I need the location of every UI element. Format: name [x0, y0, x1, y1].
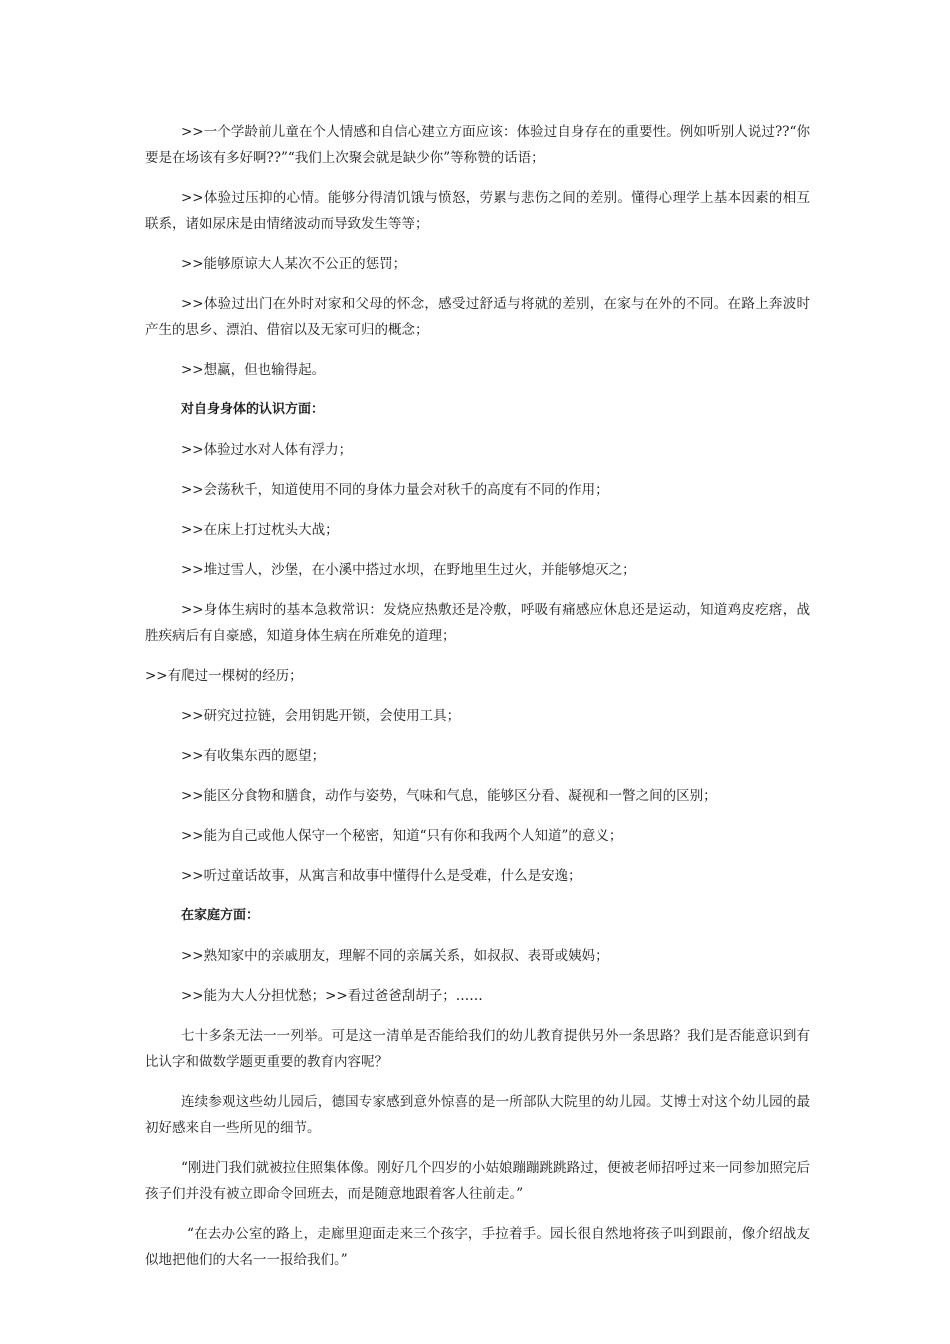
paragraph-group-photo-quote: “刚进门我们就被拉住照集体像。刚好几个四岁的小姑娘蹦蹦跳跳路过，便被老师招呼过来一同参加照完后孩子们并没有被立即命令回班去，而是随意地跟着客人往前走。”	[145, 1160, 810, 1202]
paragraph-emotions: >>体验过压抑的心情。能够分得清饥饿与愤怒，劳累与悲伤之间的差别。懂得心理学上基本因素的相互联系，诸如尿床是由情绪波动而导致发生等等；	[145, 190, 810, 232]
paragraph-german-experts: 连续参观这些幼儿园后，德国专家感到意外惊喜的是一所部队大院里的幼儿园。艾博士对这个幼儿园的最初好感来自一些所见的细节。	[145, 1094, 810, 1136]
paragraph-share-worries: >>能为大人分担忧愁；>>看过爸爸刮胡子；……	[181, 988, 483, 1004]
paragraph-relatives: >>熟知家中的亲戚朋友，理解不同的亲属关系，如叔叔、表哥或姨妈；	[181, 948, 609, 964]
paragraph-zipper: >>研究过拉链，会用钥匙开锁，会使用工具；	[181, 708, 461, 724]
paragraph-corridor-quote: “在去办公室的路上，走廊里迎面走来三个孩字，手拉着手。园长很自然地将孩子叫到跟前，像介绍战友似地把他们的大名一一报给我们。”	[145, 1226, 810, 1268]
paragraph-snowman: >>堆过雪人，沙堡，在小溪中搭过水坝，在野地里生过火，并能够熄灭之；	[181, 562, 636, 578]
paragraph-pillow-fight: >>在床上打过枕头大战；	[181, 522, 339, 538]
paragraph-buoyancy: >>体验过水对人体有浮力；	[181, 442, 353, 458]
paragraph-self-importance: >>一个学龄前儿童在个人情感和自信心建立方面应该：体验过自身存在的重要性。例如听别人说过??“你要是在场该有多好啊??”“我们上次聚会就是缺少你”等称赞的话语；	[145, 124, 810, 166]
paragraph-seventy-items: 七十多条无法一一列举。可是这一清单是否能给我们的幼儿教育提供另外一条思路？我们是否能意识到有比认字和做数学题更重要的教育内容呢？	[145, 1028, 810, 1070]
paragraph-homesick: >>体验过出门在外时对家和父母的怀念，感受过舒适与将就的差别，在家与在外的不同。在路上奔波时产生的思乡、漂泊、借宿以及无家可归的概念；	[145, 296, 810, 338]
paragraph-fairy-tales: >>听过童话故事，从寓言和故事中懂得什么是受难，什么是安逸；	[181, 868, 582, 884]
section-heading-body: 对自身身体的认识方面：	[181, 402, 325, 417]
paragraph-secret: >>能为自己或他人保守一个秘密，知道“只有你和我两个人知道”的意义；	[181, 828, 623, 844]
paragraph-win-lose: >>想赢，但也输得起。	[181, 362, 326, 378]
document-page	[145, 119, 810, 1287]
section-heading-family: 在家庭方面：	[181, 908, 260, 923]
paragraph-collect: >>有收集东西的愿望；	[181, 748, 326, 764]
paragraph-distinguish: >>能区分食物和膳食，动作与姿势，气味和气息，能够区分看、凝视和一瞥之间的区别；	[181, 788, 717, 804]
paragraph-swing: >>会荡秋千，知道使用不同的身体力量会对秋千的高度有不同的作用；	[181, 482, 609, 498]
paragraph-forgive: >>能够原谅大人某次不公正的惩罚；	[181, 256, 407, 272]
paragraph-climb-tree: >>有爬过一棵树的经历；	[145, 668, 303, 684]
paragraph-first-aid: >>身体生病时的基本急救常识：发烧应热敷还是冷敷，呼吸有痛感应休息还是运动，知道鸡皮疙瘩，战胜疾病后有自豪感，知道身体生病在所难免的道理；	[145, 602, 810, 644]
